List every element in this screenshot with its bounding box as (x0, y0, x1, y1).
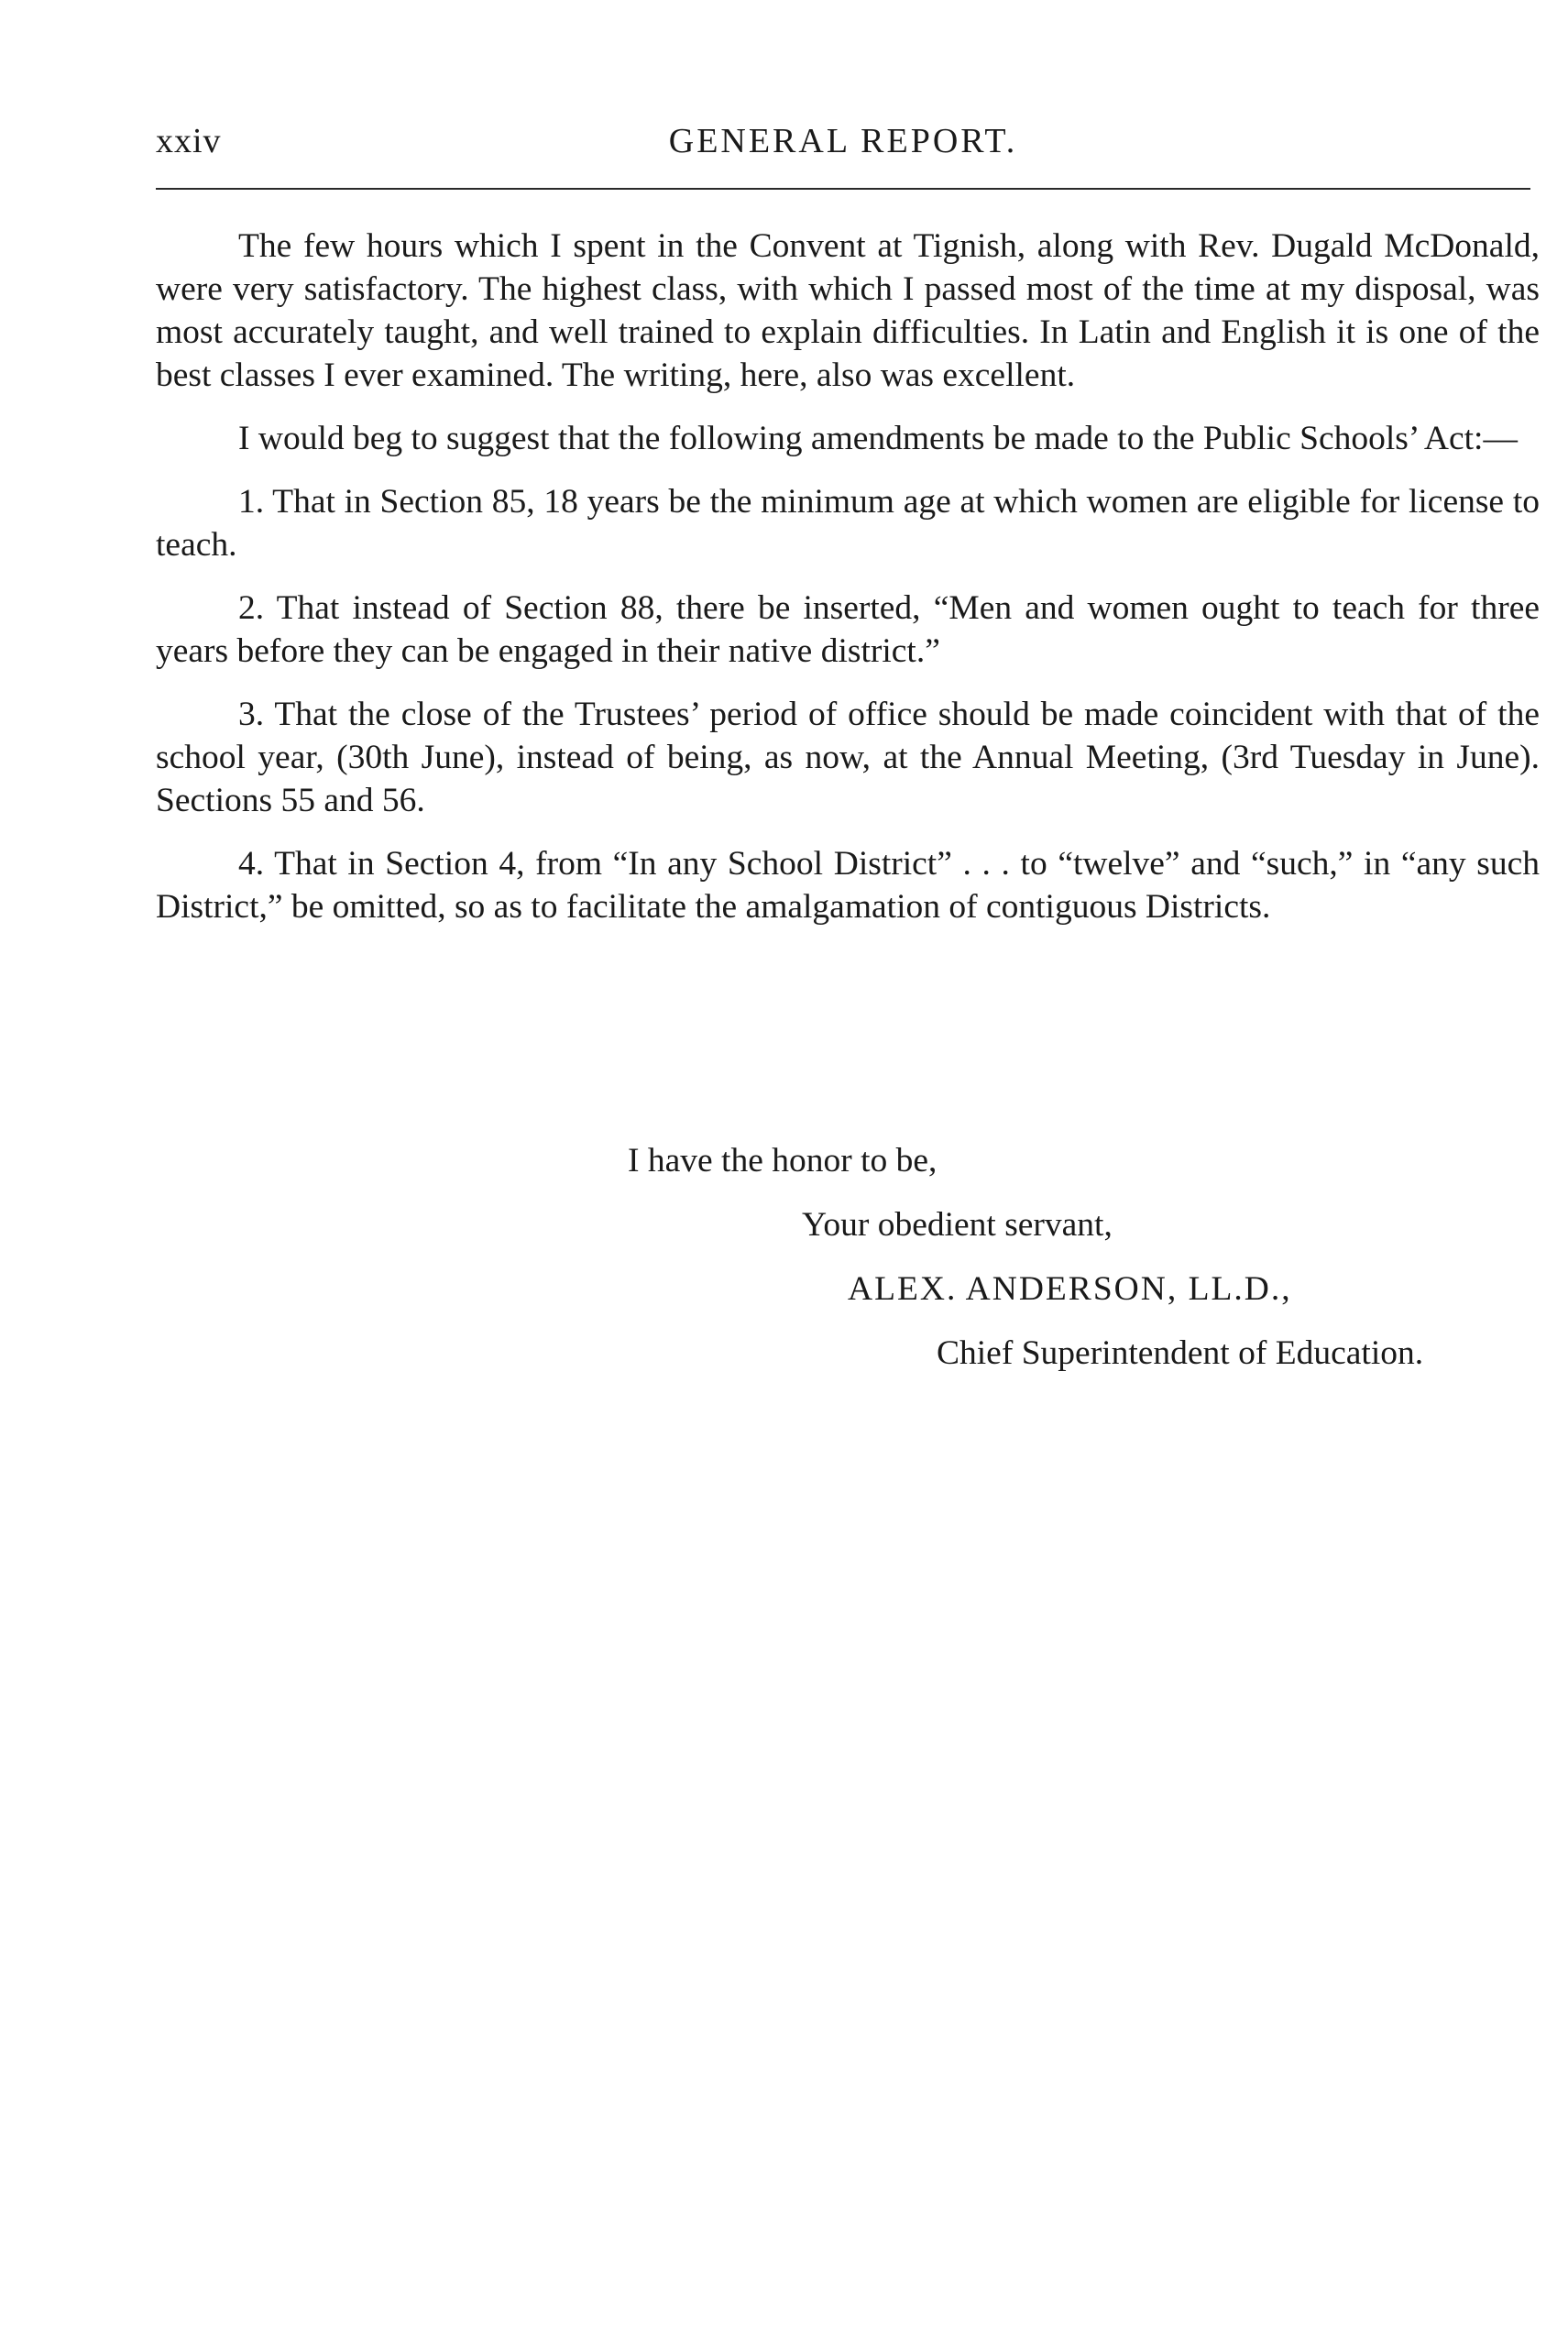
closing-valediction: Your obedient servant, (802, 1206, 1113, 1244)
amendment-item-3: 3. That the close of the Trustees’ period of office should be made coincident with that of the school year, (30th June), instead of being, as now, at the Annual Meeting, (3rd Tuesday in June). Sections 55 and 56. (156, 696, 1540, 819)
running-head: GENERAL REPORT. (668, 122, 1018, 160)
signatory-title: Chief Superintendent of Education. (937, 1334, 1424, 1372)
paragraph-amendments-intro: I would beg to suggest that the following amendments be made to the Public Schools’ Act:— (238, 420, 1518, 457)
amendment-item-1: 1. That in Section 85, 18 years be the minimum age at which women are eligible for license to teach. (156, 483, 1540, 564)
paragraph-convent-visit: The few hours which I spent in the Convent at Tignish, along with Rev. Dugald McDonald, were very satisfactory. The highest class, with which I passed most of the time at my disposal, was most accurately taught, and well trained to explain difficulties. In Latin and English it is one of the best classes I ever examined. The writing, here, also was excellent. (156, 227, 1540, 394)
header-rule (156, 188, 1530, 190)
amendment-item-2: 2. That instead of Section 88, there be inserted, “Men and women ought to teach for three years before they can be engaged in their native district.” (156, 589, 1540, 670)
report-body (156, 225, 1540, 949)
page-number: xxiv (156, 122, 222, 160)
amendment-item-4: 4. That in Section 4, from “In any School District” . . . to “twelve” and “such,” in “any such District,” be omitted, so as to facilitate the amalgamation of contiguous Districts. (156, 845, 1540, 926)
signatory-name: ALEX. ANDERSON, LL.D., (848, 1270, 1292, 1308)
page-header (156, 112, 1530, 167)
closing-salutation: I have the honor to be, (628, 1142, 938, 1179)
